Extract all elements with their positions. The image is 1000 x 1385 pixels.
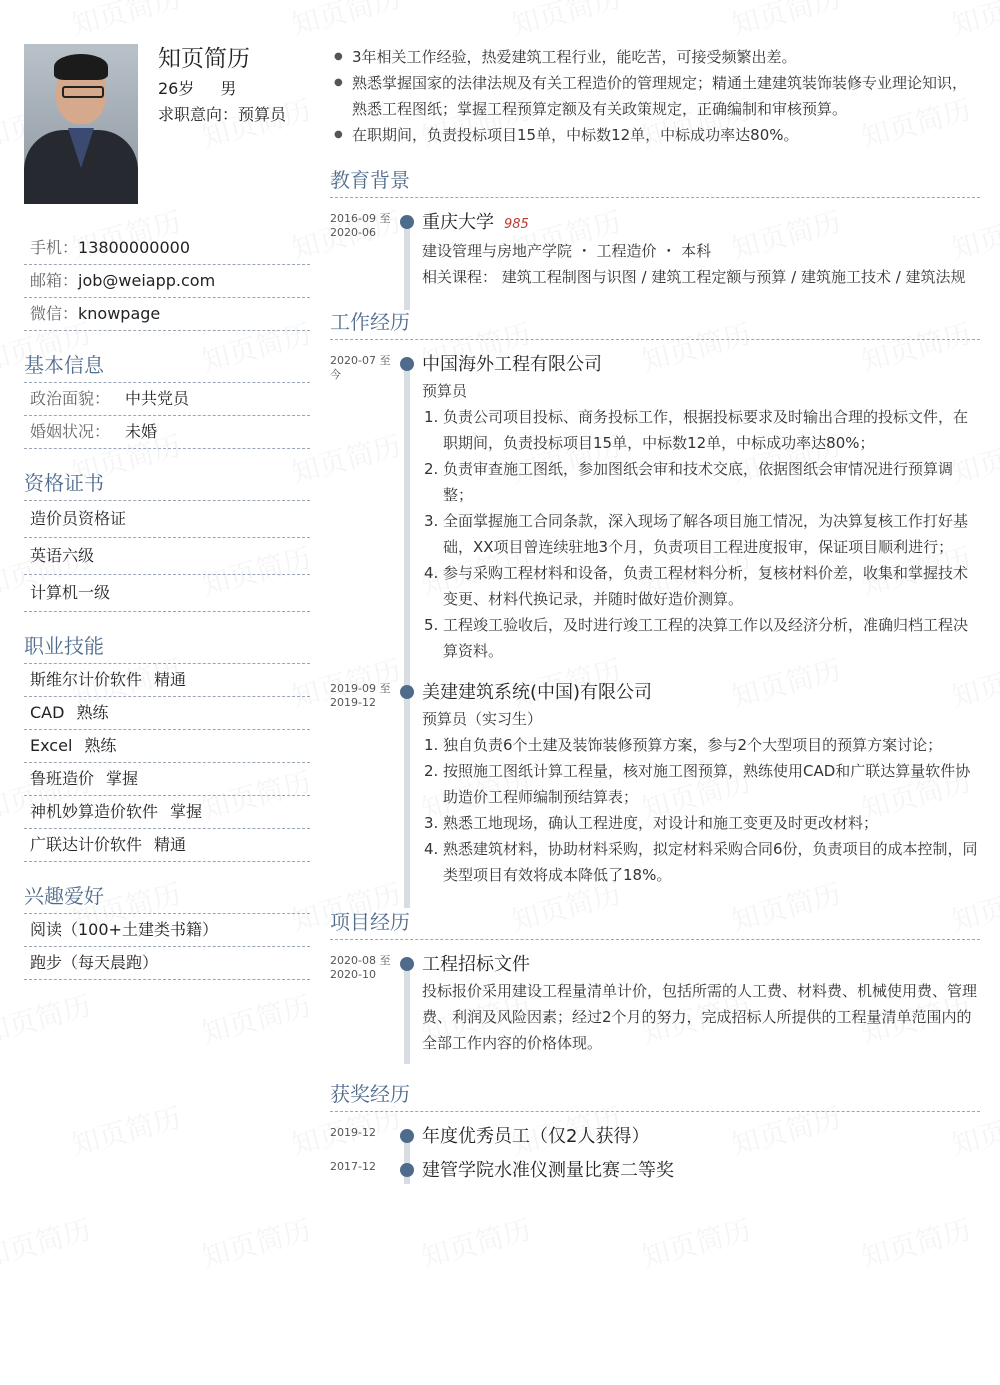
- company-name: 中国海外工程有限公司: [422, 354, 602, 375]
- watermark-text: [727, 0, 846, 44]
- certificate-item: 造价员资格证: [24, 501, 310, 538]
- skill-level: 精通: [154, 670, 187, 689]
- award-date: 2017-12: [330, 1160, 376, 1173]
- avatar-photo: [24, 44, 138, 204]
- watermark-text: [197, 984, 316, 1052]
- certificates-title: 资格证书: [24, 467, 310, 501]
- watermark-text: [287, 0, 406, 44]
- skill-name: 斯维尔计价软件: [30, 670, 143, 689]
- info-label: 政治面貌：: [30, 389, 111, 408]
- job-role: 预算员（实习生）: [422, 710, 543, 728]
- basic-info-row: [24, 416, 310, 449]
- contact-wechat: [24, 298, 310, 331]
- education-title: 教育背景: [330, 164, 980, 198]
- watermark-text: [857, 1208, 976, 1276]
- hobby-item: 跑步（每天晨跑）: [24, 947, 310, 980]
- school-name: [422, 210, 980, 238]
- watermark-text: [67, 0, 186, 44]
- education-courses: 相关课程： 建筑工程制图与识图 / 建筑工程定额与预算 / 建筑施工技术 / 建筑法规: [422, 268, 966, 286]
- skill-level: 掌握: [170, 802, 203, 821]
- contact-phone: [24, 232, 310, 265]
- summary-item: ● 在职期间，负责投标项目15单，中标数12单，中标成功率达80%。: [330, 122, 980, 148]
- contact-label: 微信：: [30, 304, 79, 323]
- watermark-text: [637, 1208, 756, 1276]
- duty-list: [422, 404, 980, 664]
- project-timeline: [330, 952, 980, 1056]
- date-end: 2019-12: [330, 696, 376, 709]
- skill-item: [24, 829, 310, 862]
- summary-item: ● 熟悉掌握国家的法律法规及有关工程造价的管理规定；精通土建建筑装饰装修专业理论知识，熟悉工程图纸；掌握工程预算定额及有关政策规定，正确编制和审核预算。: [330, 70, 980, 122]
- work-title: 工作经历: [330, 306, 980, 340]
- right-column: [330, 44, 980, 1184]
- duty-item: 1. 独自负责6个土建及装饰装修预算方案，参与2个大型项目的预算方案讨论；: [424, 736, 943, 754]
- project-description: 投标报价采用建设工程量清单计价，包括所需的人工费、材料费、机械使用费、管理费、利润及风险因素；经过2个月的努力，完成招标人所提供的工程量清单范围内的全部工作内容的价格体现。: [422, 982, 978, 1052]
- contact-label: 手机：: [30, 238, 79, 257]
- skill-name: 广联达计价软件: [30, 835, 143, 854]
- skill-item: [24, 796, 310, 829]
- entry-date: [330, 682, 396, 710]
- project-entry: [330, 952, 980, 1056]
- skill-name: 神机妙算造价软件: [30, 802, 159, 821]
- award-name: 建管学院水准仪测量比赛二等奖: [422, 1160, 674, 1181]
- date-end: 2020-06: [330, 226, 376, 239]
- contact-label: 邮箱：: [30, 271, 79, 290]
- summary-item: ● 3年相关工作经验，热爱建筑工程行业，能吃苦，可接受频繁出差。: [330, 44, 980, 70]
- award-date: 2019-12: [330, 1126, 376, 1139]
- contact-email: [24, 265, 310, 298]
- date-start: 2020-07 至: [330, 354, 391, 367]
- duty-item: 5. 工程竣工验收后，及时进行竣工工程的决算工作以及经济分析，准确归档工程决算资料。: [424, 616, 969, 660]
- profile-info: [158, 42, 286, 204]
- skill-item: [24, 664, 310, 697]
- certificate-item: 英语六级: [24, 538, 310, 575]
- entry-date: [330, 212, 396, 240]
- contact-value: job@weiapp.com: [78, 271, 216, 290]
- education-timeline: [330, 210, 980, 290]
- intent-label: 求职意向：: [158, 105, 239, 124]
- profile-header: [24, 44, 310, 204]
- work-entry: [330, 352, 980, 664]
- education-entry: [330, 210, 980, 290]
- skill-level: 精通: [154, 835, 187, 854]
- education-detail: 建设管理与房地产学院 ・ 工程造价 ・ 本科: [422, 242, 712, 260]
- skill-level: 熟练: [76, 703, 109, 722]
- duty-item: 4. 参与采购工程材料和设备，负责工程材料分析，复核材料价差，收集和掌握技术变更、材料代换记录，并随时做好造价测算。: [424, 564, 969, 608]
- school: 重庆大学: [422, 212, 494, 233]
- award-entry: [330, 1158, 980, 1184]
- contact-list: [24, 232, 310, 331]
- date-start: 2019-09 至: [330, 682, 391, 695]
- contact-value: knowpage: [78, 304, 161, 323]
- work-timeline: [330, 352, 980, 888]
- date-start: 2016-09 至: [330, 212, 391, 225]
- basic-info-title: 基本信息: [24, 349, 310, 383]
- school-badge: 985: [504, 217, 529, 232]
- date-end: 2020-10: [330, 968, 376, 981]
- gender: 男: [220, 79, 237, 98]
- duty-item: 4. 熟悉建筑材料，协助材料采购，拟定材料采购合同6份，负责项目的成本控制，同类型项目有效将成本降低了18%。: [424, 840, 978, 884]
- candidate-name: 知页简历: [158, 46, 250, 72]
- award-name: 年度优秀员工（仅2人获得）: [422, 1126, 650, 1147]
- watermark-text: [947, 0, 1000, 44]
- date-end: 今: [330, 368, 341, 381]
- timeline-dot: [400, 357, 414, 371]
- basic-info-row: [24, 383, 310, 416]
- certificate-item: 计算机一级: [24, 575, 310, 612]
- skill-level: 熟练: [84, 736, 117, 755]
- award-entry: [330, 1124, 980, 1150]
- skill-item: [24, 697, 310, 730]
- hobby-item: 阅读（100+土建类书籍）: [24, 914, 310, 947]
- job-role: 预算员: [422, 382, 468, 400]
- timeline-dot: [400, 1129, 414, 1143]
- watermark-text: [507, 0, 626, 44]
- timeline-dot: [400, 215, 414, 229]
- project-name: 工程招标文件: [422, 954, 530, 975]
- skill-item: [24, 730, 310, 763]
- skill-level: 掌握: [106, 769, 139, 788]
- timeline-dot: [400, 957, 414, 971]
- duty-item: 3. 熟悉工地现场，确认工程进度，对设计和施工变更及时更改材料；: [424, 814, 879, 832]
- projects-title: 项目经历: [330, 906, 980, 940]
- skill-name: 鲁班造价: [30, 769, 95, 788]
- duty-item: 3. 全面掌握施工合同条款，深入现场了解各项目施工情况，为决算复核工作打好基础，XX项目曾连续驻地3个月，负责项目工程进度报审，保证项目顺利进行；: [424, 512, 969, 556]
- intent-value: 预算员: [238, 105, 287, 124]
- duty-list: [422, 732, 980, 888]
- timeline-dot: [400, 1163, 414, 1177]
- age-gender: [158, 76, 286, 102]
- left-column: [24, 44, 310, 980]
- entry-date: [330, 354, 396, 382]
- summary-list: [330, 44, 980, 148]
- company-name: 美建建筑系统(中国)有限公司: [422, 682, 653, 703]
- watermark-text: [67, 1096, 186, 1164]
- hobbies-title: 兴趣爱好: [24, 880, 310, 914]
- age: 26岁: [158, 79, 195, 98]
- watermark-text: [0, 984, 95, 1052]
- awards-title: 获奖经历: [330, 1078, 980, 1112]
- skill-name: CAD: [30, 703, 65, 722]
- work-entry: [330, 680, 980, 888]
- entry-date: [330, 954, 396, 982]
- watermark-text: [417, 1208, 536, 1276]
- contact-value: 13800000000: [78, 238, 190, 257]
- info-value: 未婚: [125, 422, 158, 441]
- date-start: 2020-08 至: [330, 954, 391, 967]
- duty-item: 2. 按照施工图纸计算工程量，核对施工图预算，熟练使用CAD和广联达算量软件协助造价工程师编制预结算表；: [424, 762, 971, 806]
- watermark-text: [197, 1208, 316, 1276]
- duty-item: 2. 负责审查施工图纸，参加图纸会审和技术交底，依据图纸会审情况进行预算调整；: [424, 460, 954, 504]
- awards-timeline: [330, 1124, 980, 1184]
- job-intent: [158, 102, 286, 128]
- info-value: 中共党员: [125, 389, 190, 408]
- skill-name: Excel: [30, 736, 73, 755]
- skills-title: 职业技能: [24, 630, 310, 664]
- info-label: 婚姻状况：: [30, 422, 111, 441]
- skill-item: [24, 763, 310, 796]
- duty-item: 1. 负责公司项目投标、商务投标工作，根据投标要求及时输出合理的投标文件，在职期间，负责投标项目15单，中标数12单，中标成功率达80%；: [424, 408, 969, 452]
- watermark-text: [0, 1208, 95, 1276]
- timeline-dot: [400, 685, 414, 699]
